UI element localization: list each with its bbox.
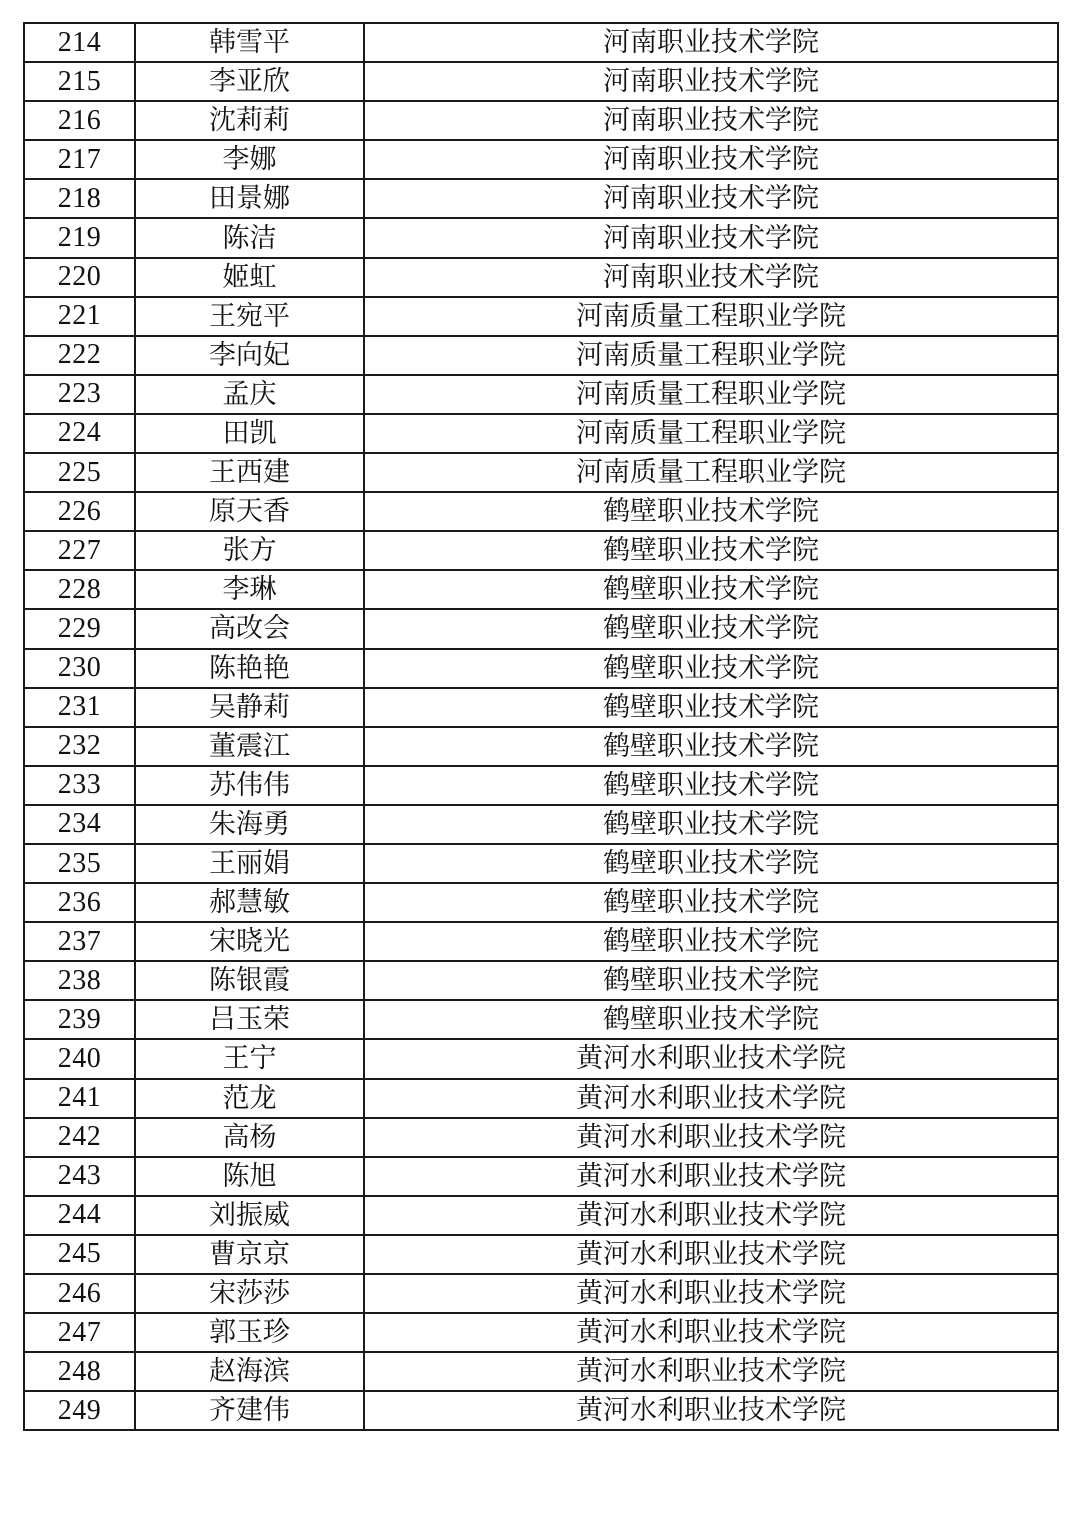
person-name-cell: 陈旭 bbox=[135, 1157, 364, 1196]
row-number-cell: 224 bbox=[24, 414, 135, 453]
row-number-cell: 248 bbox=[24, 1352, 135, 1391]
table-row bbox=[24, 101, 1058, 140]
table-row bbox=[24, 727, 1058, 766]
table-row bbox=[24, 453, 1058, 492]
row-number-cell: 239 bbox=[24, 1000, 135, 1039]
person-name-cell: 田景娜 bbox=[135, 179, 364, 218]
table-row bbox=[24, 609, 1058, 648]
row-number-cell: 214 bbox=[24, 23, 135, 62]
institution-cell: 鹤壁职业技术学院 bbox=[364, 649, 1058, 688]
person-name-cell: 高杨 bbox=[135, 1118, 364, 1157]
institution-cell: 黄河水利职业技术学院 bbox=[364, 1079, 1058, 1118]
row-number-cell: 237 bbox=[24, 922, 135, 961]
person-name-cell: 王宁 bbox=[135, 1039, 364, 1078]
person-name-cell: 陈艳艳 bbox=[135, 649, 364, 688]
row-number-cell: 235 bbox=[24, 844, 135, 883]
table-row bbox=[24, 1039, 1058, 1078]
table-row bbox=[24, 414, 1058, 453]
row-number-cell: 241 bbox=[24, 1079, 135, 1118]
institution-cell: 黄河水利职业技术学院 bbox=[364, 1118, 1058, 1157]
institution-cell: 鹤壁职业技术学院 bbox=[364, 688, 1058, 727]
row-number-cell: 246 bbox=[24, 1274, 135, 1313]
institution-cell: 鹤壁职业技术学院 bbox=[364, 492, 1058, 531]
row-number-cell: 222 bbox=[24, 336, 135, 375]
person-name-cell: 李娜 bbox=[135, 140, 364, 179]
person-name-cell: 王西建 bbox=[135, 453, 364, 492]
table-row bbox=[24, 1235, 1058, 1274]
row-number-cell: 240 bbox=[24, 1039, 135, 1078]
row-number-cell: 236 bbox=[24, 883, 135, 922]
row-number-cell: 245 bbox=[24, 1235, 135, 1274]
person-name-cell: 陈洁 bbox=[135, 218, 364, 257]
institution-cell: 河南职业技术学院 bbox=[364, 101, 1058, 140]
person-name-cell: 沈莉莉 bbox=[135, 101, 364, 140]
institution-cell: 鹤壁职业技术学院 bbox=[364, 961, 1058, 1000]
institution-cell: 河南职业技术学院 bbox=[364, 218, 1058, 257]
table-row bbox=[24, 1391, 1058, 1430]
roster-table-body bbox=[24, 23, 1058, 1430]
institution-cell: 鹤壁职业技术学院 bbox=[364, 766, 1058, 805]
institution-cell: 黄河水利职业技术学院 bbox=[364, 1039, 1058, 1078]
institution-cell: 鹤壁职业技术学院 bbox=[364, 531, 1058, 570]
institution-cell: 鹤壁职业技术学院 bbox=[364, 883, 1058, 922]
person-name-cell: 吴静莉 bbox=[135, 688, 364, 727]
table-row bbox=[24, 258, 1058, 297]
person-name-cell: 郝慧敏 bbox=[135, 883, 364, 922]
institution-cell: 黄河水利职业技术学院 bbox=[364, 1352, 1058, 1391]
row-number-cell: 221 bbox=[24, 297, 135, 336]
institution-cell: 河南职业技术学院 bbox=[364, 23, 1058, 62]
table-row bbox=[24, 883, 1058, 922]
person-name-cell: 宋莎莎 bbox=[135, 1274, 364, 1313]
table-row bbox=[24, 922, 1058, 961]
person-name-cell: 宋晓光 bbox=[135, 922, 364, 961]
table-row bbox=[24, 649, 1058, 688]
row-number-cell: 226 bbox=[24, 492, 135, 531]
person-name-cell: 李亚欣 bbox=[135, 62, 364, 101]
institution-cell: 鹤壁职业技术学院 bbox=[364, 570, 1058, 609]
row-number-cell: 216 bbox=[24, 101, 135, 140]
person-name-cell: 孟庆 bbox=[135, 375, 364, 414]
row-number-cell: 225 bbox=[24, 453, 135, 492]
institution-cell: 河南质量工程职业学院 bbox=[364, 297, 1058, 336]
table-row bbox=[24, 218, 1058, 257]
institution-cell: 黄河水利职业技术学院 bbox=[364, 1274, 1058, 1313]
person-name-cell: 苏伟伟 bbox=[135, 766, 364, 805]
row-number-cell: 227 bbox=[24, 531, 135, 570]
person-name-cell: 王丽娟 bbox=[135, 844, 364, 883]
person-name-cell: 高改会 bbox=[135, 609, 364, 648]
institution-cell: 河南质量工程职业学院 bbox=[364, 453, 1058, 492]
institution-cell: 鹤壁职业技术学院 bbox=[364, 609, 1058, 648]
person-name-cell: 韩雪平 bbox=[135, 23, 364, 62]
table-row bbox=[24, 844, 1058, 883]
table-row bbox=[24, 179, 1058, 218]
table-row bbox=[24, 1157, 1058, 1196]
table-row bbox=[24, 375, 1058, 414]
person-name-cell: 郭玉珍 bbox=[135, 1313, 364, 1352]
person-name-cell: 李琳 bbox=[135, 570, 364, 609]
table-row bbox=[24, 297, 1058, 336]
row-number-cell: 247 bbox=[24, 1313, 135, 1352]
person-name-cell: 董震江 bbox=[135, 727, 364, 766]
person-name-cell: 赵海滨 bbox=[135, 1352, 364, 1391]
institution-cell: 黄河水利职业技术学院 bbox=[364, 1196, 1058, 1235]
row-number-cell: 229 bbox=[24, 609, 135, 648]
row-number-cell: 219 bbox=[24, 218, 135, 257]
institution-cell: 河南职业技术学院 bbox=[364, 62, 1058, 101]
table-row bbox=[24, 805, 1058, 844]
row-number-cell: 242 bbox=[24, 1118, 135, 1157]
table-row bbox=[24, 62, 1058, 101]
person-name-cell: 田凯 bbox=[135, 414, 364, 453]
row-number-cell: 249 bbox=[24, 1391, 135, 1430]
row-number-cell: 233 bbox=[24, 766, 135, 805]
institution-cell: 河南职业技术学院 bbox=[364, 140, 1058, 179]
table-row bbox=[24, 336, 1058, 375]
institution-cell: 河南职业技术学院 bbox=[364, 179, 1058, 218]
institution-cell: 鹤壁职业技术学院 bbox=[364, 727, 1058, 766]
table-row bbox=[24, 492, 1058, 531]
person-name-cell: 张方 bbox=[135, 531, 364, 570]
row-number-cell: 218 bbox=[24, 179, 135, 218]
table-row bbox=[24, 688, 1058, 727]
person-name-cell: 陈银霞 bbox=[135, 961, 364, 1000]
table-row bbox=[24, 1352, 1058, 1391]
row-number-cell: 230 bbox=[24, 649, 135, 688]
institution-cell: 鹤壁职业技术学院 bbox=[364, 844, 1058, 883]
table-row bbox=[24, 961, 1058, 1000]
table-row bbox=[24, 23, 1058, 62]
person-name-cell: 姬虹 bbox=[135, 258, 364, 297]
institution-cell: 黄河水利职业技术学院 bbox=[364, 1313, 1058, 1352]
table-row bbox=[24, 1079, 1058, 1118]
row-number-cell: 228 bbox=[24, 570, 135, 609]
row-number-cell: 244 bbox=[24, 1196, 135, 1235]
institution-cell: 鹤壁职业技术学院 bbox=[364, 922, 1058, 961]
row-number-cell: 243 bbox=[24, 1157, 135, 1196]
institution-cell: 河南质量工程职业学院 bbox=[364, 336, 1058, 375]
institution-cell: 鹤壁职业技术学院 bbox=[364, 805, 1058, 844]
person-name-cell: 吕玉荣 bbox=[135, 1000, 364, 1039]
row-number-cell: 232 bbox=[24, 727, 135, 766]
person-name-cell: 王宛平 bbox=[135, 297, 364, 336]
person-name-cell: 朱海勇 bbox=[135, 805, 364, 844]
institution-cell: 河南质量工程职业学院 bbox=[364, 414, 1058, 453]
row-number-cell: 217 bbox=[24, 140, 135, 179]
table-row bbox=[24, 570, 1058, 609]
row-number-cell: 238 bbox=[24, 961, 135, 1000]
row-number-cell: 231 bbox=[24, 688, 135, 727]
institution-cell: 河南职业技术学院 bbox=[364, 258, 1058, 297]
row-number-cell: 234 bbox=[24, 805, 135, 844]
table-row bbox=[24, 140, 1058, 179]
table-row bbox=[24, 1313, 1058, 1352]
table-row bbox=[24, 1118, 1058, 1157]
person-name-cell: 曹京京 bbox=[135, 1235, 364, 1274]
institution-cell: 鹤壁职业技术学院 bbox=[364, 1000, 1058, 1039]
person-name-cell: 齐建伟 bbox=[135, 1391, 364, 1430]
person-name-cell: 刘振威 bbox=[135, 1196, 364, 1235]
table-row bbox=[24, 1000, 1058, 1039]
institution-cell: 黄河水利职业技术学院 bbox=[364, 1157, 1058, 1196]
table-row bbox=[24, 766, 1058, 805]
roster-table bbox=[23, 22, 1059, 1431]
table-row bbox=[24, 531, 1058, 570]
table-row bbox=[24, 1196, 1058, 1235]
row-number-cell: 215 bbox=[24, 62, 135, 101]
row-number-cell: 220 bbox=[24, 258, 135, 297]
person-name-cell: 原天香 bbox=[135, 492, 364, 531]
row-number-cell: 223 bbox=[24, 375, 135, 414]
table-row bbox=[24, 1274, 1058, 1313]
institution-cell: 黄河水利职业技术学院 bbox=[364, 1235, 1058, 1274]
person-name-cell: 范龙 bbox=[135, 1079, 364, 1118]
person-name-cell: 李向妃 bbox=[135, 336, 364, 375]
institution-cell: 黄河水利职业技术学院 bbox=[364, 1391, 1058, 1430]
institution-cell: 河南质量工程职业学院 bbox=[364, 375, 1058, 414]
